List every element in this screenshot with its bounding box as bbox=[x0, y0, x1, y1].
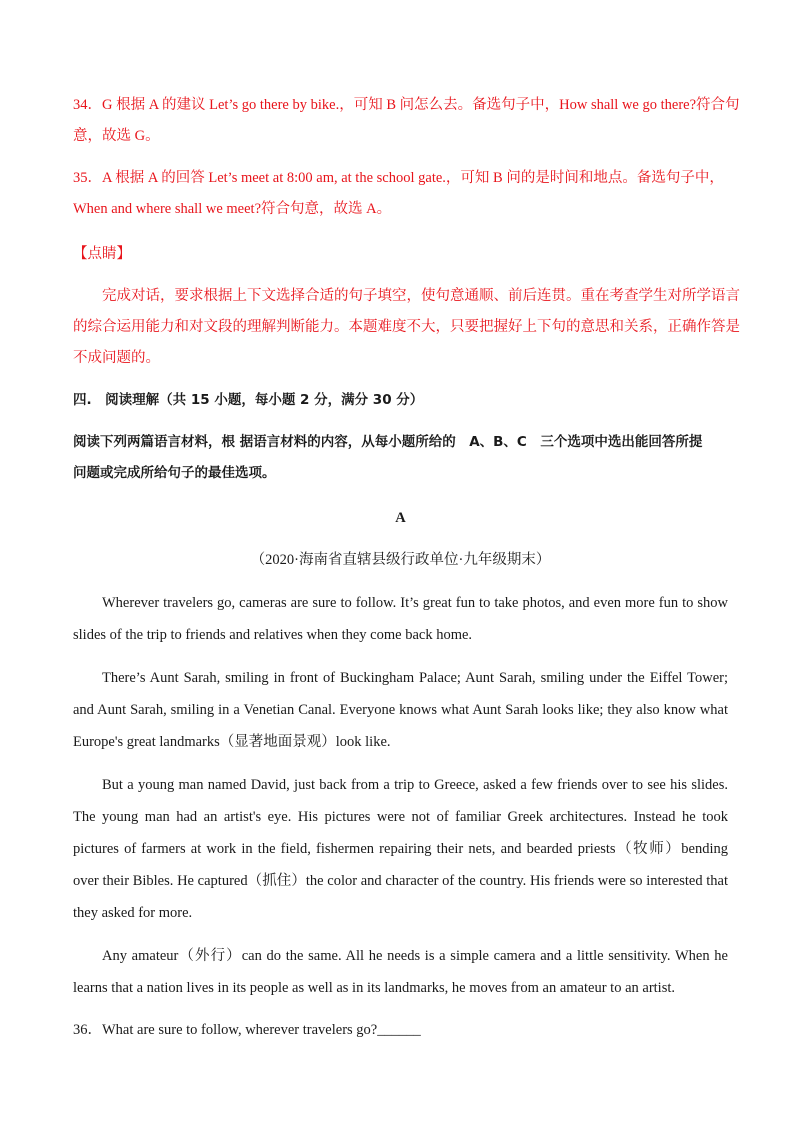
passage-paragraph-1: Wherever travelers go, cameras are sure to follow. It’s great fun to take photos, and even more fun to show slides of the trip to friends and relatives when they come back home. bbox=[73, 595, 728, 643]
instruction-line-2: 问题或完成所给句子的最佳选项。 bbox=[73, 465, 276, 481]
instruction-line-1: 阅读下列两篇语言材料，根 据语言材料的内容，从每小题所给的 A、B、C 三个选项中选出能回答所提 bbox=[73, 434, 703, 450]
answer-34-line-2: 意，故选 G。 bbox=[73, 128, 160, 144]
comment-heading: 【点睛】 bbox=[73, 246, 131, 262]
answer-35-line-2: When and where shall we meet?符合句意，故选 A。 bbox=[73, 201, 392, 217]
comment-line-3: 不成问题的。 bbox=[73, 350, 160, 366]
passage-paragraph-2: There’s Aunt Sarah, smiling in front of Buckingham Palace; Aunt Sarah, smiling under the Eiffel Tower; and Aunt Sarah, smiling in a Venetian Canal. Everyone knows what Aunt Sarah looks like; they also know what Europe's great landmarks（显著地面景观）look like. bbox=[73, 670, 728, 750]
answer-34-line-1: 34．G 根据 A 的建议 Let’s go there by bike.，可知 B 问怎么去。备选句子中，How shall we go there?符合句 bbox=[73, 97, 740, 113]
passage-source: （2020·海南省直辖县级行政单位·九年级期末） bbox=[250, 552, 551, 568]
passage-letter: A bbox=[395, 510, 406, 526]
document-page bbox=[73, 90, 740, 1046]
passage-paragraph-3: But a young man named David, just back from a trip to Greece, asked a few friends over to see his slides. The young man had an artist's eye. His pictures were not of familiar Greek architectures. Instead he took pictures of farmers at work in the field, fishermen repairing their nets, and bearded priests（牧师）bending over their Bibles. He captured（抓住）the color and character of the country. His friends were so interested that they asked for more. bbox=[73, 777, 728, 921]
answer-35-line-1: 35．A 根据 A 的回答 Let’s meet at 8:00 am, at the school gate.，可知 B 问的是时间和地点。备选句子中， bbox=[73, 170, 724, 186]
comment-line-2: 的综合运用能力和对文段的理解判断能力。本题难度不大，只要把握好上下句的意思和关系，正确作答是 bbox=[73, 319, 740, 335]
section-title: 四. 阅读理解（共 15 小题，每小题 2 分，满分 30 分） bbox=[73, 392, 424, 408]
comment-line-1: 完成对话，要求根据上下文选择合适的句子填空，使句意通顺、前后连贯。重在考查学生对所学语言 bbox=[102, 288, 740, 304]
passage-paragraph-4: Any amateur（外行）can do the same. All he needs is a simple camera and a little sensitivity. When he learns that a nation lives in its people as well as in its landmarks, he moves from an amateur to an artist. bbox=[73, 948, 728, 996]
question-36: 36．What are sure to follow, wherever travelers go?______ bbox=[73, 1022, 421, 1038]
